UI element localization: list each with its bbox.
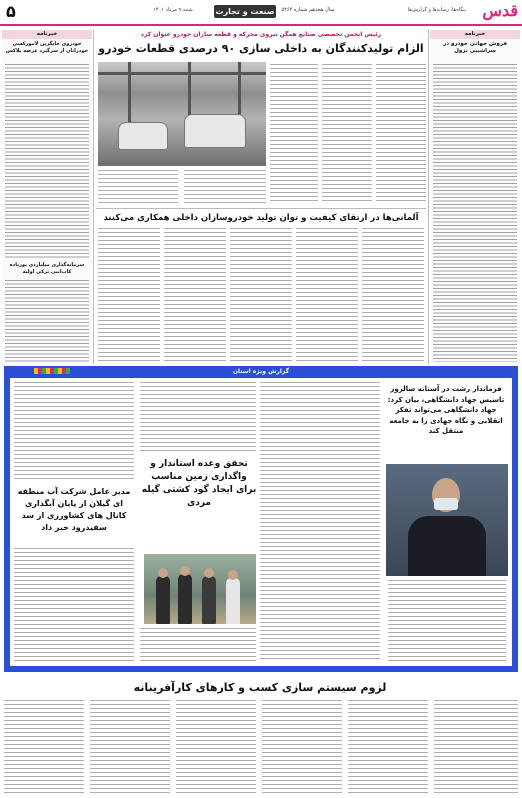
left-news-column	[2, 30, 92, 364]
right-column-headline: فروش جهانی خودرو در سراشیبی نزول	[443, 41, 507, 54]
issue-date: شنبه ۹ مرداد ۱۴۰۱	[153, 7, 193, 13]
box-center-text-b	[140, 382, 256, 454]
box-label: گزارش ویژه استان	[232, 368, 290, 375]
section-label: صنعت و تجارت	[215, 7, 275, 16]
masthead-tagline: بنگاه‌ها، رسانه‌ها و گزارش‌ها	[407, 7, 466, 13]
bottom-story-text-col-2	[90, 700, 170, 794]
top-story-headline: الزام تولیدکنندگان به داخلی سازی ۹۰ درصدی قطعات خودرو	[98, 42, 424, 55]
bottom-story-headline: لزوم سیستم سازی کسب و کارهای کارآفرینانه	[133, 681, 387, 694]
left-column-headline-2: سرمایه‌گذاری میلیاردی نورپاده کاب‌انبی ترکی اولیه	[9, 262, 85, 275]
top-story-text-col-4	[98, 170, 178, 204]
page-number: ۵	[6, 2, 16, 21]
governor-portrait-photo	[386, 464, 508, 576]
decor-strip	[34, 368, 70, 374]
right-news-column	[430, 30, 520, 364]
newspaper-logo: قدس	[482, 1, 518, 20]
column-divider	[93, 30, 94, 364]
group-photo	[144, 554, 256, 624]
second-story-text-col-5	[362, 228, 424, 362]
second-story-headline: آلمانی‌ها در ارتقای کیفیت و توان تولید خودروسازان داخلی همکاری می‌کنند	[103, 213, 419, 223]
bottom-story-text-col-3	[176, 700, 256, 794]
bottom-story-text-col-4	[262, 700, 342, 794]
column-divider	[428, 30, 429, 364]
top-story-text-col-3	[376, 64, 426, 204]
masthead	[0, 0, 522, 26]
box-left-headline: مدیر عامل شرکت آب منطقه ای گیلان از پایان آبگذاری کانال های کشاورزی از سد سفیدرود خبر داد	[17, 487, 131, 532]
bottom-story-text-col-1	[4, 700, 84, 794]
right-column-text	[433, 64, 517, 362]
box-center-text-c	[140, 628, 256, 662]
right-column-header: خبرنامه	[430, 30, 520, 39]
box-left-text-b	[14, 548, 134, 662]
bottom-story-text-col-5	[348, 700, 428, 794]
left-column-headline-1: خودروی جایگزین لاموزکسی خودرانان از سرگیرد عرضه پلاکس	[5, 41, 89, 54]
second-story-text-col-1	[98, 228, 160, 362]
top-story-text-col-1	[270, 64, 318, 204]
top-story-text-col-5	[184, 170, 266, 204]
left-column-header: خبرنامه	[2, 30, 92, 39]
top-story-kicker: رئیس انجمن تخصصی صنایع همگن نیروی محرکه و قطعه سازان خودرو عنوان کرد	[140, 31, 382, 38]
second-story-text-col-2	[164, 228, 226, 362]
box-right-headline: فرماندار رشت در آستانه سالروز تاسیس جهاد دانشگاهی، بیان کرد: جهاد دانشگاهی می‌تواند تفکر انقلابی و نگاه جهادی را به جامعه منتقل کند	[387, 385, 505, 435]
left-column-text-1	[5, 64, 89, 260]
left-column-text-2	[5, 280, 89, 362]
box-inner	[10, 378, 512, 666]
second-story-text-col-4	[296, 228, 358, 362]
box-left-text-a	[14, 382, 134, 482]
box-right-text	[388, 580, 506, 662]
story-divider	[96, 208, 426, 209]
factory-photo	[98, 62, 266, 166]
box-center-headline: تحقق وعده استاندار و واگذاری زمین مناسب برای ایجاد گود کشتی گیله مردی	[141, 459, 257, 508]
box-center-text-a	[260, 382, 380, 662]
bottom-story-text-col-6	[434, 700, 518, 794]
issue-number: سال هجدهم شماره ۵۴۶۴	[281, 7, 335, 13]
provincial-report-box	[4, 366, 518, 672]
top-story-text-col-2	[322, 64, 372, 204]
second-story-text-col-3	[230, 228, 292, 362]
